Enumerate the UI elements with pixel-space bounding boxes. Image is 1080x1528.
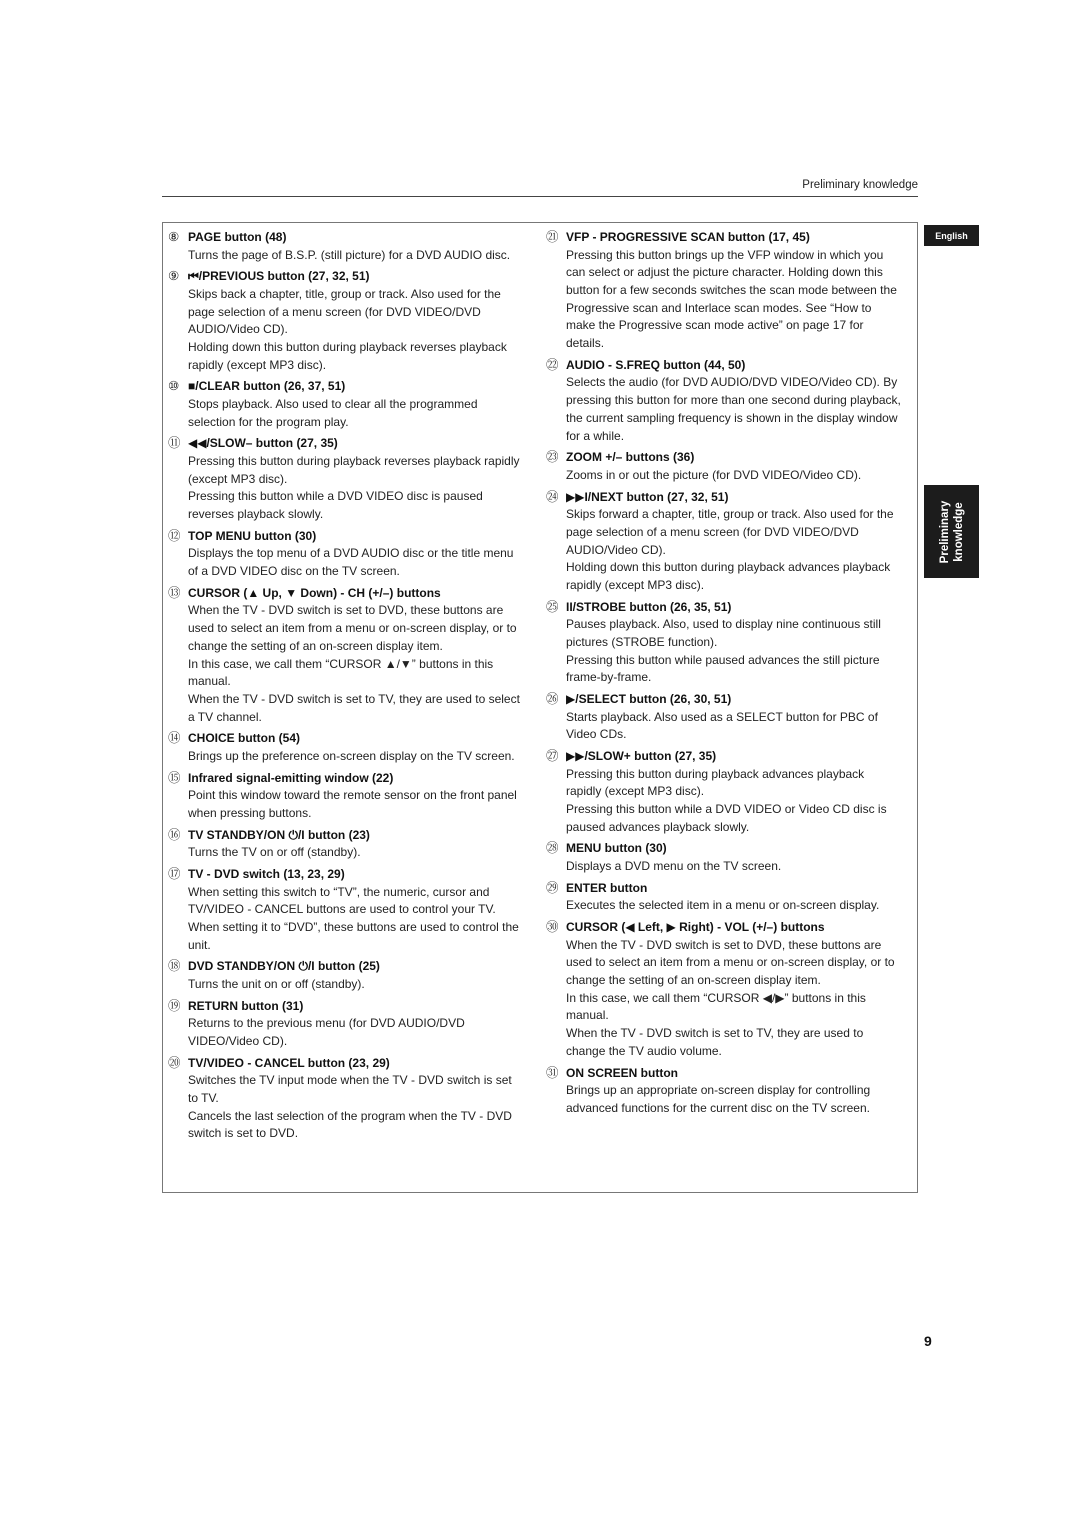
item-heading: Infrared signal-emitting window (22) [188,770,394,785]
item-number: ㉙ [546,880,559,895]
item-number: ㉚ [546,920,559,935]
item-description: When the TV - DVD switch is set to DVD, these buttons are used to select an item from a menu or on-screen display, or to change the setting of an on-screen display item. [188,603,517,653]
item-heading: TV/VIDEO - CANCEL button (23, 29) [188,1055,390,1070]
item-title [168,730,523,748]
button-description-item [168,866,523,954]
item-description: Pressing this button while a DVD VIDEO or Video CD disc is paused advances playback slowly. [566,802,887,834]
item-number: ⑳ [168,1055,181,1070]
item-title [546,229,901,247]
item-title [168,866,523,884]
button-description-item [546,229,901,353]
button-description-item [168,585,523,727]
item-title [546,449,901,467]
item-title [168,229,523,247]
item-description: Turns the TV on or off (standby). [188,845,361,860]
item-description: Executes the selected item in a menu or on-screen display. [566,898,880,913]
item-number: ⑨ [168,269,180,284]
button-description-item [168,827,523,862]
item-description: Zooms in or out the picture (for DVD VIDEO/Video CD). [566,467,862,482]
button-description-item [546,599,901,687]
item-description: When setting this switch to “TV”, the numeric, cursor and TV/VIDEO - CANCEL buttons are used to control your TV. [188,884,496,917]
item-description: Switches the TV input mode when the TV - DVD switch is set to TV. [188,1073,512,1105]
item-description: Pressing this button during playback reverses playback rapidly (except MP3 disc). [188,454,520,486]
item-number: ⑭ [168,731,181,746]
button-description-item [546,840,901,875]
item-heading: ◀◀/SLOW– button (27, 35) [188,436,338,451]
button-description-item [546,880,901,915]
item-title [168,827,523,845]
item-number: ㉗ [546,749,559,764]
item-number: ⑫ [168,528,181,543]
item-heading: CURSOR (▲ Up, ▼ Down) - CH (+/–) buttons [188,585,441,600]
item-description: Cancels the last selection of the program when the TV - DVD switch is set to DVD. [188,1108,512,1141]
item-title [546,840,901,858]
item-number: ㉑ [546,230,559,244]
item-description: Skips back a chapter, title, group or track. Also used for the page selection of a menu screen (for DVD VIDEO/DVD AUDIO/Video CD). [188,286,501,337]
item-description: Selects the audio (for DVD AUDIO/DVD VIDEO/Video CD). By pressing this button for more than one second during playback, the current sampling frequency is shown in the display window for a while. [566,375,901,443]
item-title [546,1065,901,1083]
item-description: Turns the unit on or off (standby). [188,976,365,991]
item-heading: ■/CLEAR button (26, 37, 51) [188,379,346,394]
item-title [168,378,523,396]
button-description-item [168,998,523,1051]
item-heading: TOP MENU button (30) [188,528,317,543]
item-number: ⑬ [168,585,181,600]
item-title [546,880,901,898]
page-number: 9 [924,1333,932,1349]
item-title [546,691,901,709]
language-tab: English [924,225,979,246]
left-column [168,229,523,1147]
item-description: Brings up the preference on-screen display on the TV screen. [188,748,515,763]
item-title [546,919,901,937]
item-number: ㉖ [546,692,559,707]
item-title [168,268,523,286]
button-description-item [168,229,523,264]
item-number: ㉛ [546,1065,559,1080]
item-number: ⑰ [168,866,181,881]
item-description: When the TV - DVD switch is set to TV, they are used to change the TV audio volume. [566,1026,864,1058]
header-rule [162,196,918,197]
button-description-item [546,357,901,445]
item-number: ⑮ [168,770,181,785]
item-heading: TV - DVD switch (13, 23, 29) [188,866,345,881]
item-heading: CURSOR (◀ Left, ▶ Right) - VOL (+/–) buttons [566,920,825,935]
item-title [168,585,523,603]
item-heading: ▶▶I/NEXT button (27, 32, 51) [566,489,729,504]
item-description: Point this window toward the remote sensor on the front panel when pressing buttons. [188,788,517,820]
item-heading: AUDIO - S.FREQ button (44, 50) [566,357,746,372]
item-description: When the TV - DVD switch is set to TV, they are used to select a TV channel. [188,691,520,724]
section-tab-line2: knowledge [952,501,965,562]
item-description: Pauses playback. Also, used to display nine continuous still pictures (STROBE function). [566,617,881,649]
button-description-item [546,489,901,595]
item-heading: RETURN button (31) [188,998,304,1013]
item-number: ㉓ [546,450,559,465]
item-description: Displays a DVD menu on the TV screen. [566,859,782,874]
item-number: ⑲ [168,998,181,1013]
item-number: ⑧ [168,230,180,244]
item-description: Skips forward a chapter, title, group or track. Also used for the page selection of a menu screen (for DVD VIDEO/DVD AUDIO/Video CD). [566,507,894,557]
item-heading: MENU button (30) [566,841,667,856]
section-tab [924,485,979,578]
button-description-item [546,449,901,484]
button-description-item [168,958,523,993]
item-description: When setting it to “DVD”, these buttons are used to control the unit. [188,919,519,952]
item-heading: VFP - PROGRESSIVE SCAN button (17, 45) [566,230,810,244]
item-heading: ⏮/PREVIOUS button (27, 32, 51) [188,269,370,284]
item-heading: DVD STANDBY/ON ⏻/I button (25) [188,959,380,974]
button-description-item [168,435,523,523]
item-title [546,599,901,617]
item-heading: II/STROBE button (26, 35, 51) [566,599,732,614]
button-description-item [546,748,901,836]
item-number: ⑱ [168,959,181,974]
item-description: Displays the top menu of a DVD AUDIO disc or the title menu of a DVD VIDEO disc on the TV screen. [188,546,514,579]
button-description-item [168,528,523,581]
button-description-item [168,378,523,431]
item-title [168,528,523,546]
item-heading: TV STANDBY/ON ⏻/I button (23) [188,827,370,842]
button-description-item [168,770,523,823]
item-number: ⑪ [168,436,181,451]
item-heading: ZOOM +/– buttons (36) [566,450,695,465]
item-heading: CHOICE button (54) [188,731,300,746]
item-number: ㉔ [546,489,559,504]
button-description-item [546,919,901,1061]
button-description-item [168,1055,523,1143]
item-title [168,998,523,1016]
item-description: Turns the page of B.S.P. (still picture) for a DVD AUDIO disc. [188,247,511,262]
item-description: Stops playback. Also used to clear all the programmed selection for the program play. [188,397,478,429]
item-description: Holding down this button during playback reverses playback rapidly (except MP3 disc). [188,340,507,372]
item-description: Pressing this button while paused advances the still picture frame-by-frame. [566,652,880,685]
button-description-item [168,730,523,765]
section-tab-label [938,500,966,563]
button-description-item [546,691,901,744]
button-description-item [546,1065,901,1118]
item-description: Returns to the previous menu (for DVD AUDIO/DVD VIDEO/Video CD). [188,1016,465,1048]
item-title [168,1055,523,1073]
item-description: In this case, we call them “CURSOR ◀/▶” buttons in this manual. [566,990,866,1023]
item-description: Pressing this button brings up the VFP window in which you can select or adjust the picture character. Holding down this button for a few seconds switches the scan mode between the Progressive scan and Interlace scan modes. See “How to make the Progressive scan mode active” on page 17 for details. [566,247,897,351]
item-title [168,958,523,976]
item-heading: PAGE button (48) [188,230,287,244]
item-description: Starts playback. Also used as a SELECT button for PBC of Video CDs. [566,709,878,742]
item-description: In this case, we call them “CURSOR ▲/▼” buttons in this manual. [188,656,494,689]
item-heading: ▶▶/SLOW+ button (27, 35) [566,749,717,764]
item-number: ㉒ [546,357,559,372]
item-description: When the TV - DVD switch is set to DVD, these buttons are used to select an item from a menu or on-screen display, or to change the setting of an on-screen display item. [566,937,895,988]
item-number: ㉕ [546,599,559,614]
item-title [546,748,901,766]
right-column [546,229,901,1122]
item-description: Brings up an appropriate on-screen display for controlling advanced functions for the current disc on the TV screen. [566,1083,871,1115]
item-title [168,770,523,788]
item-description: Pressing this button while a DVD VIDEO disc is paused reverses playback slowly. [188,489,483,522]
item-number: ㉘ [546,841,559,856]
item-title [168,435,523,453]
button-description-item [168,268,523,374]
item-number: ⑯ [168,827,181,842]
item-number: ⑩ [168,379,180,394]
running-header: Preliminary knowledge [802,179,918,191]
item-heading: ▶/SELECT button (26, 30, 51) [566,692,732,707]
item-description: Pressing this button during playback advances playback rapidly (except MP3 disc). [566,766,865,799]
item-description: Holding down this button during playback advances playback rapidly (except MP3 disc). [566,560,891,592]
item-title [546,489,901,507]
section-tab-line1: Preliminary [938,500,951,563]
item-heading: ENTER button [566,880,648,895]
item-title [546,357,901,375]
item-heading: ON SCREEN button [566,1065,678,1080]
